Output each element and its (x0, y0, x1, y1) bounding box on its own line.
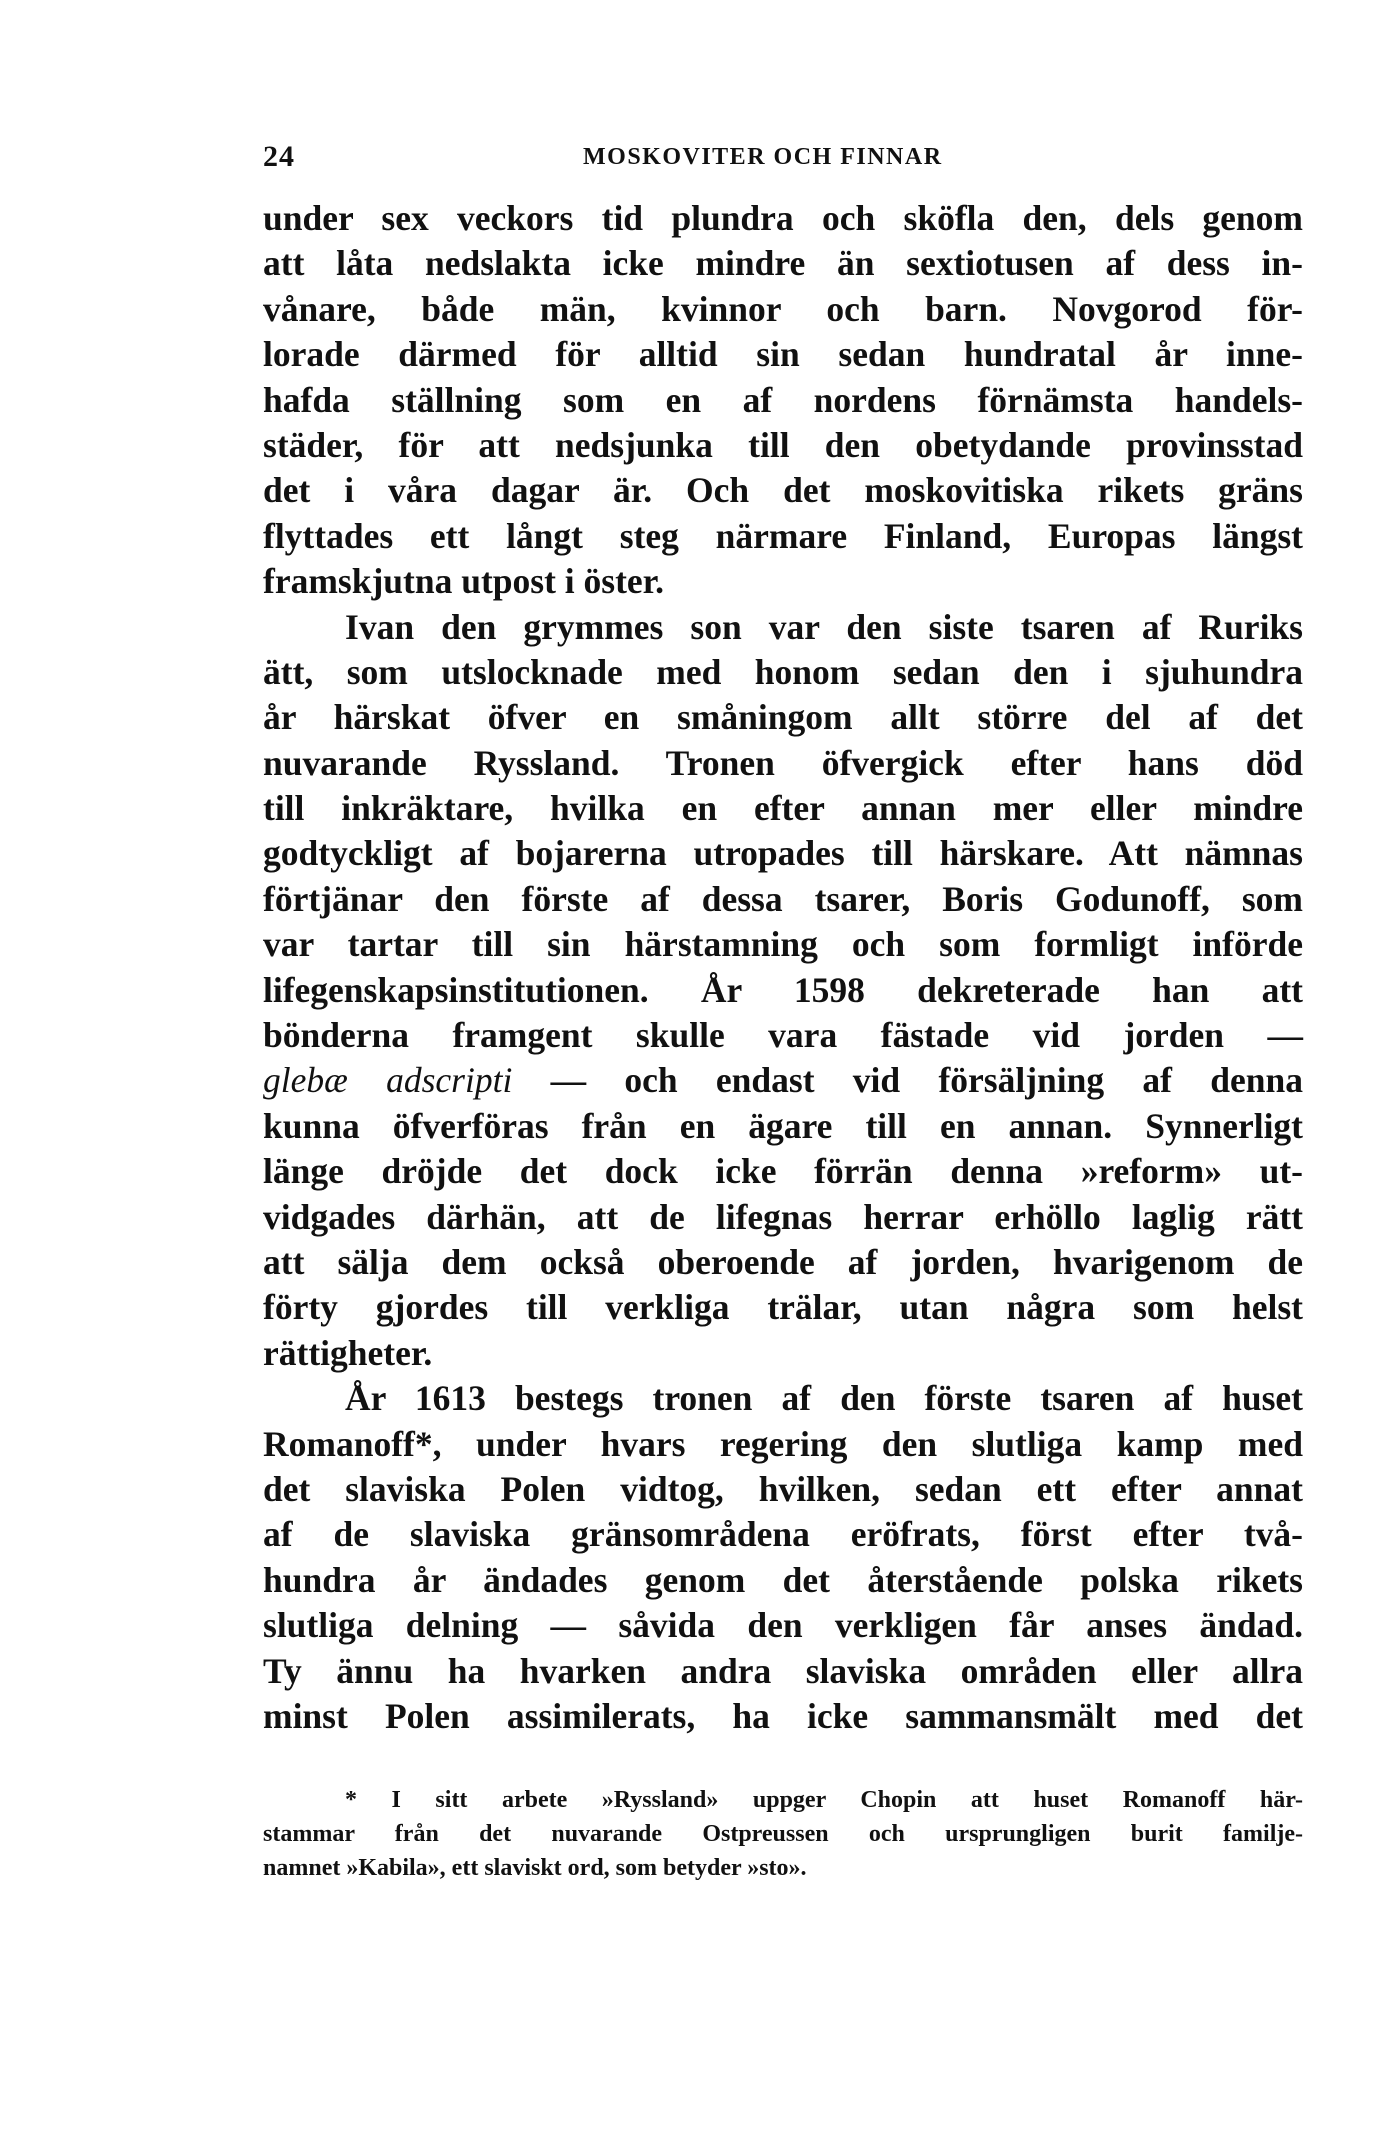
text-line: att sälja dem också oberoende af jorden, hvarigenom de (263, 1241, 1303, 1282)
text-line: det i våra dagar är. Och det moskovitiska rikets gräns (263, 470, 1303, 511)
footnote (263, 1783, 1303, 1885)
footnote-line: stammar från det nuvarande Ostpreussen och ursprungligen burit familje- (263, 1821, 1303, 1847)
text-line: slutliga delning — såvida den verkligen får anses ändad. (263, 1605, 1303, 1646)
body-text (263, 196, 1303, 1739)
text-line: minst Polen assimilerats, ha icke sammansmält med det (263, 1695, 1303, 1736)
page-number: 24 (263, 140, 295, 173)
text-line: hafda ställning som en af nordens förnämsta handels- (263, 379, 1303, 420)
text-line: År 1613 bestegs tronen af den förste tsaren af huset (345, 1378, 1303, 1419)
footnote-line: namnet »Kabila», ett slaviskt ord, som betyder »sto». (263, 1855, 807, 1881)
text-line: år härskat öfver en småningom allt större del af det (263, 697, 1303, 738)
text-line: länge dröjde det dock icke förrän denna »reform» ut- (263, 1151, 1303, 1192)
text-line: Ivan den grymmes son var den siste tsaren af Ruriks (345, 606, 1303, 647)
text-line: bönderna framgent skulle vara fästade vid jorden — (263, 1015, 1303, 1056)
text-line: flyttades ett långt steg närmare Finland, Europas längst (263, 515, 1303, 556)
text-line: kunna öfverföras från en ägare till en annan. Synnerligt (263, 1105, 1303, 1146)
text-line: af de slaviska gränsområdena eröfrats, först efter två- (263, 1514, 1303, 1555)
italic-line-rest: — och endast vid försäljning af denna (512, 1060, 1303, 1101)
text-line: till inkräktare, hvilka en efter annan mer eller mindre (263, 788, 1303, 829)
text-line: rättigheter. (263, 1332, 433, 1373)
text-line: Ty ännu ha hvarken andra slaviska områden eller allra (263, 1650, 1303, 1691)
text-line: förty gjordes till verkliga trälar, utan några som helst (263, 1287, 1303, 1328)
text-line: nuvarande Ryssland. Tronen öfvergick efter hans död (263, 742, 1303, 783)
text-line: förtjänar den förste af dessa tsarer, Boris Godunoff, som (263, 878, 1303, 919)
italic-phrase: glebæ adscripti (263, 1060, 513, 1101)
text-line: vidgades därhän, att de lifegnas herrar erhöllo laglig rätt (263, 1196, 1303, 1237)
running-title: MOSKOVITER OCH FINNAR (583, 144, 943, 170)
text-line: framskjutna utpost i öster. (263, 561, 665, 602)
text-line-italic (263, 1058, 1303, 1103)
text-line: under sex veckors tid plundra och sköfla den, dels genom (263, 198, 1303, 238)
text-line: var tartar till sin härstamning och som formligt införde (263, 924, 1303, 965)
text-line: det slaviska Polen vidtog, hvilken, sedan ett efter annat (263, 1468, 1303, 1509)
text-line: att låta nedslakta icke mindre än sextiotusen af dess in- (263, 243, 1303, 284)
text-line: städer, för att nedsjunka till den obetydande provinsstad (263, 424, 1303, 465)
text-line: Romanoff*, under hvars regering den slutliga kamp med (263, 1423, 1303, 1464)
text-line: godtyckligt af bojarerna utropades till härskare. Att nämnas (263, 833, 1303, 874)
text-line: ätt, som utslocknade med honom sedan den i sjuhundra (263, 651, 1303, 692)
footnote-line: * I sitt arbete »Ryssland» uppger Chopin att huset Romanoff här- (345, 1787, 1303, 1813)
text-line: vånare, både män, kvinnor och barn. Novgorod för- (263, 288, 1303, 329)
text-line: lifegenskapsinstitutionen. År 1598 dekreterade han att (263, 969, 1303, 1010)
running-head (263, 140, 1303, 180)
text-line: lorade därmed för alltid sin sedan hundratal år inne- (263, 334, 1303, 375)
text-line: hundra år ändades genom det återstående polska rikets (263, 1559, 1303, 1600)
